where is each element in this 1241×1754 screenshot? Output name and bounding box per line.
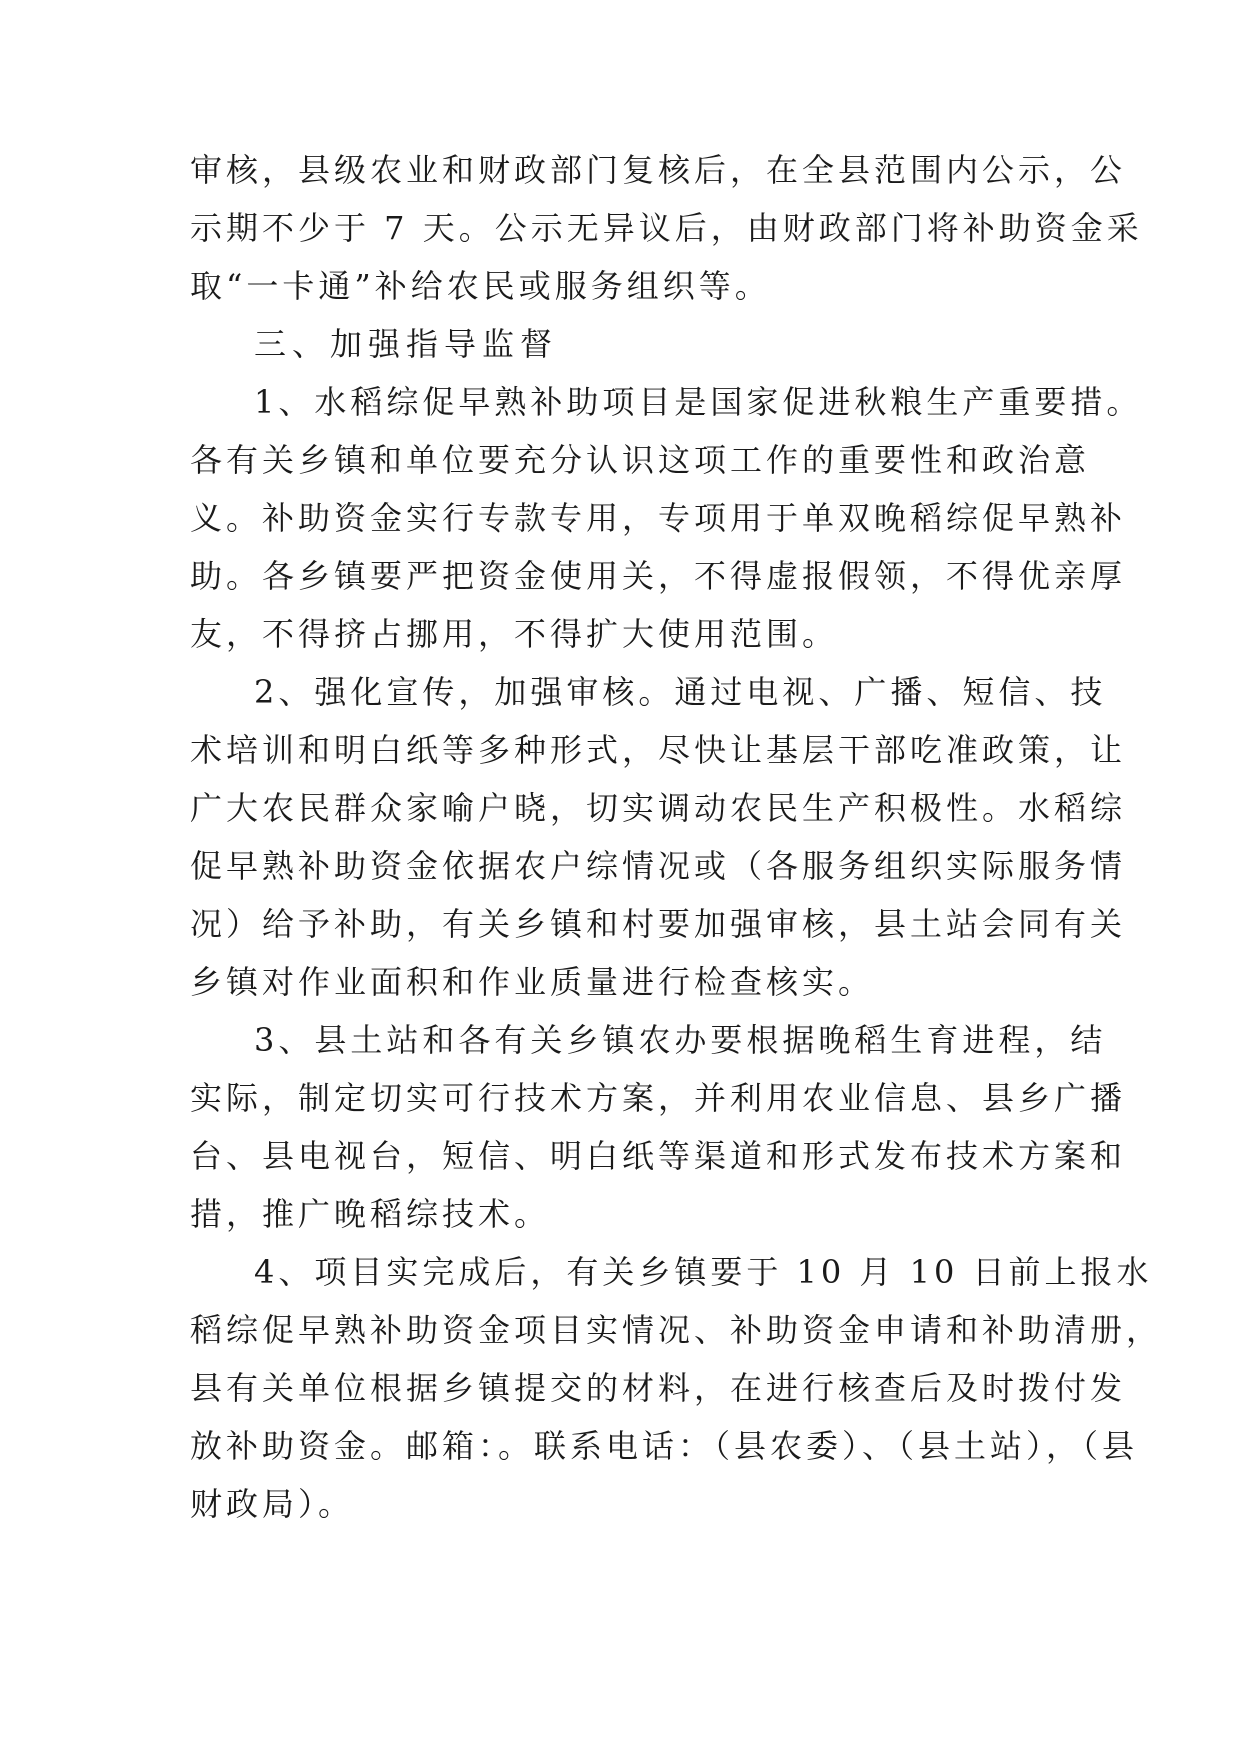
text-line: 稻综促早熟补助资金项目实情况、补助资金申请和补助清册，	[190, 1311, 1163, 1349]
text-line: 取“一卡通”补给农民或服务组织等。	[190, 267, 771, 305]
text-line: 各有关乡镇和单位要充分认识这项工作的重要性和政治意	[190, 441, 1091, 479]
section-heading: 三、加强指导监督	[254, 325, 559, 363]
text-line: 广大农民群众家喻户晓，切实调动农民生产积极性。水稻综	[190, 789, 1127, 827]
text-line: 乡镇对作业面积和作业质量进行检查核实。	[190, 963, 875, 1001]
text-line: 1、水稻综促早熟补助项目是国家促进秋粮生产重要措。	[254, 383, 1143, 421]
text-line: 义。补助资金实行专款专用，专项用于单双晚稻综促早熟补	[190, 499, 1127, 537]
text-line: 术培训和明白纸等多种形式，尽快让基层干部吃准政策，让	[190, 731, 1127, 769]
text-line: 审核，县级农业和财政部门复核后，在全县范围内公示，公	[190, 151, 1127, 189]
text-line: 财政局）。	[190, 1485, 355, 1523]
text-line: 4、项目实完成后，有关乡镇要于 10 月 10 日前上报水	[254, 1253, 1153, 1291]
text-line: 实际，制定切实可行技术方案，并利用农业信息、县乡广播	[190, 1079, 1127, 1117]
text-line: 助。各乡镇要严把资金使用关，不得虚报假领，不得优亲厚	[190, 557, 1127, 595]
text-line: 3、县土站和各有关乡镇农办要根据晚稻生育进程，结	[254, 1021, 1107, 1059]
text-line: 友，不得挤占挪用，不得扩大使用范围。	[190, 615, 839, 653]
text-line: 县有关单位根据乡镇提交的材料，在进行核查后及时拨付发	[190, 1369, 1127, 1407]
text-line: 放补助资金。邮箱：。联系电话：（县农委）、（县土站），（县	[190, 1427, 1139, 1465]
text-line: 示期不少于 7 天。公示无异议后，由财政部门将补助资金采	[190, 209, 1143, 247]
text-line: 2、强化宣传，加强审核。通过电视、广播、短信、技	[254, 673, 1107, 711]
text-line: 措，推广晚稻综技术。	[190, 1195, 551, 1233]
text-line: 促早熟补助资金依据农户综情况或（各服务组织实际服务情	[190, 847, 1127, 885]
text-line: 台、县电视台，短信、明白纸等渠道和形式发布技术方案和	[190, 1137, 1127, 1175]
text-line: 况）给予补助，有关乡镇和村要加强审核，县土站会同有关	[190, 905, 1127, 943]
